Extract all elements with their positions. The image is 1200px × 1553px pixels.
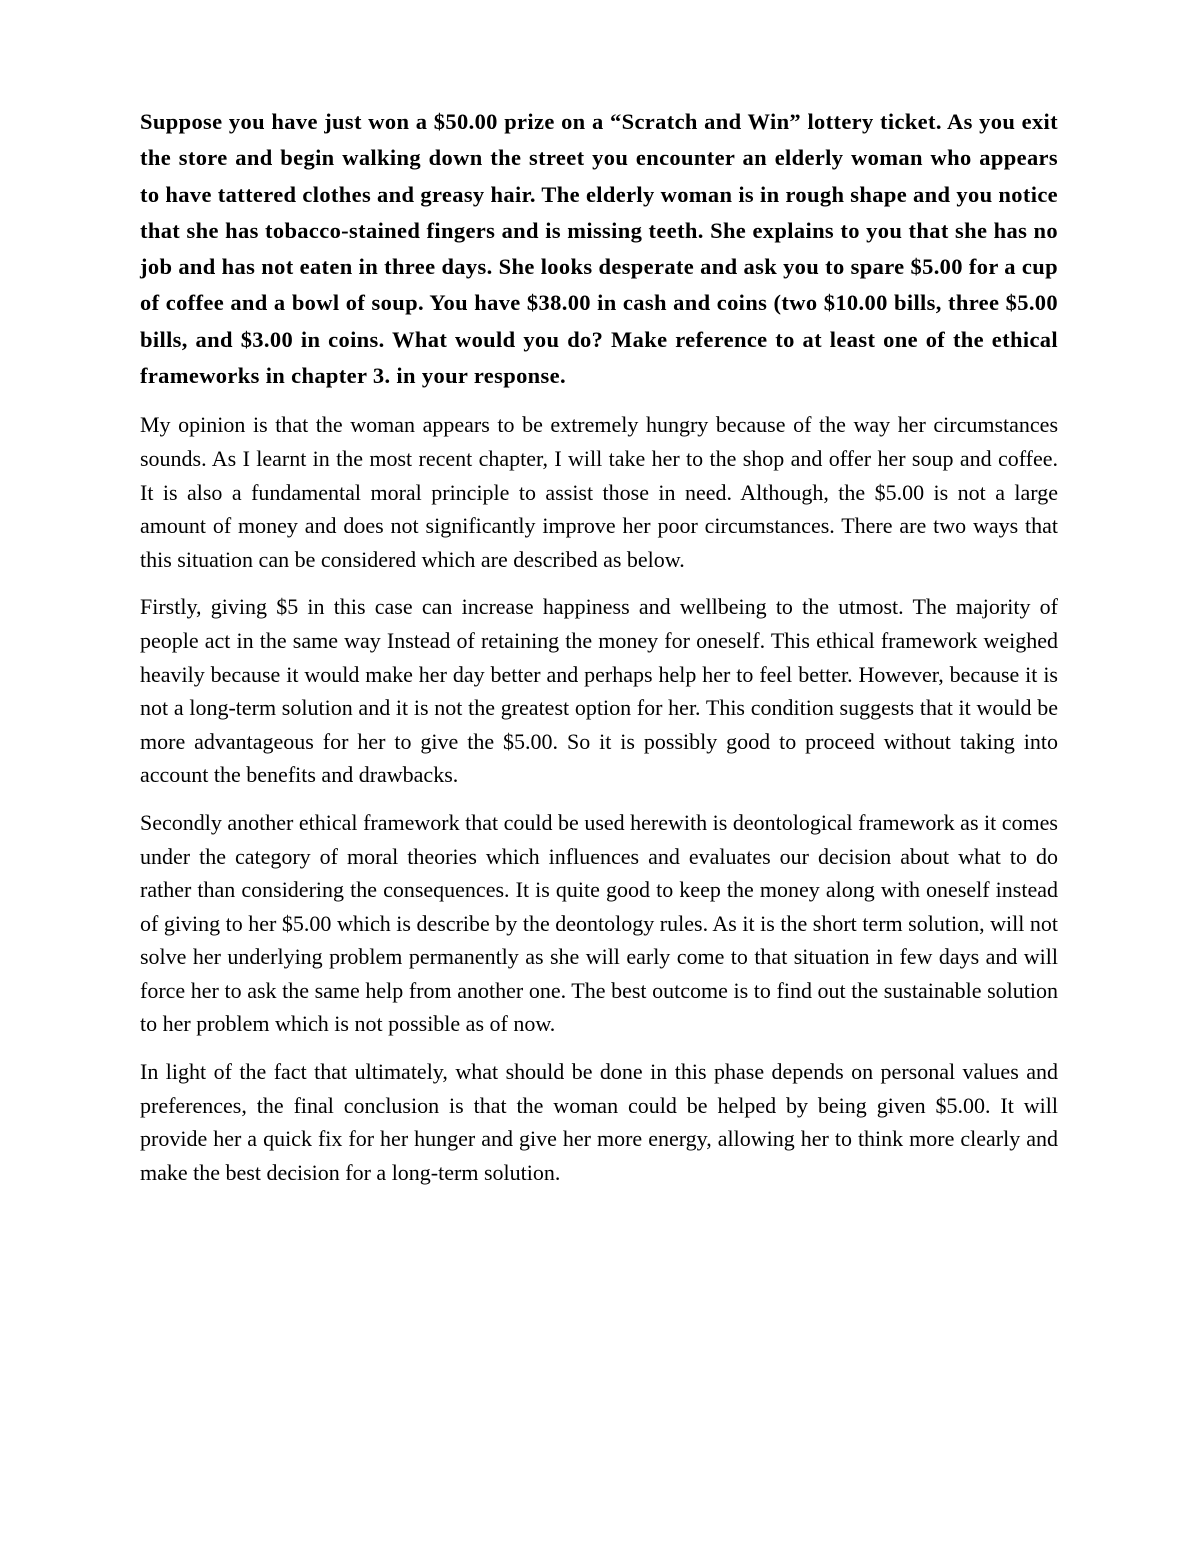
document-page [140, 104, 1058, 1203]
answer-paragraph-3: Secondly another ethical framework that could be used herewith is deontological framework as it comes under the category of moral theories which influences and evaluates our decision about what to do rather than considering the consequences. It is quite good to keep the money along with oneself instead of giving to her $5.00 which is describe by the deontology rules. As it is the short term solution, will not solve her underlying problem permanently as she will early come to that situation in few days and will force her to ask the same help from another one. The best outcome is to find out the sustainable solution to her problem which is not possible as of now. [140, 809, 1058, 1037]
question-prompt: Suppose you have just won a $50.00 prize on a “Scratch and Win” lottery ticket. As you exit the store and begin walking down the street you encounter an elderly woman who appears to have tattered clothes and greasy hair. The elderly woman is in rough shape and you notice that she has tobacco-stained fingers and is missing teeth. She explains to you that she has no job and has not eaten in three days. She looks desperate and ask you to spare $5.00 for a cup of coffee and a bowl of soup. You have $38.00 in cash and coins (two $10.00 bills, three $5.00 bills, and $3.00 in coins. What would you do? Make reference to at least one of the ethical frameworks in chapter 3. in your response. [140, 109, 1058, 389]
answer-paragraph-2: Firstly, giving $5 in this case can increase happiness and wellbeing to the utmost. The majority of people act in the same way Instead of retaining the money for oneself. This ethical framework weighed heavily because it would make her day better and perhaps help her to feel better. However, because it is not a long-term solution and it is not the greatest option for her. This condition suggests that it would be more advantageous for her to give the $5.00. So it is possibly good to proceed without taking into account the benefits and drawbacks. [140, 594, 1058, 788]
answer-paragraph-4: In light of the fact that ultimately, what should be done in this phase depends on personal values and preferences, the final conclusion is that the woman could be helped by being given $5.00. It will provide her a quick fix for her hunger and give her more energy, allowing her to think more clearly and make the best decision for a long-term solution. [140, 1059, 1058, 1185]
answer-paragraph-1: My opinion is that the woman appears to be extremely hungry because of the way her circumstances sounds. As I learnt in the most recent chapter, I will take her to the shop and offer her soup and coffee. It is also a fundamental moral principle to assist those in need. Although, the $5.00 is not a large amount of money and does not significantly improve her poor circumstances. There are two ways that this situation can be considered which are described as below. [140, 412, 1058, 572]
